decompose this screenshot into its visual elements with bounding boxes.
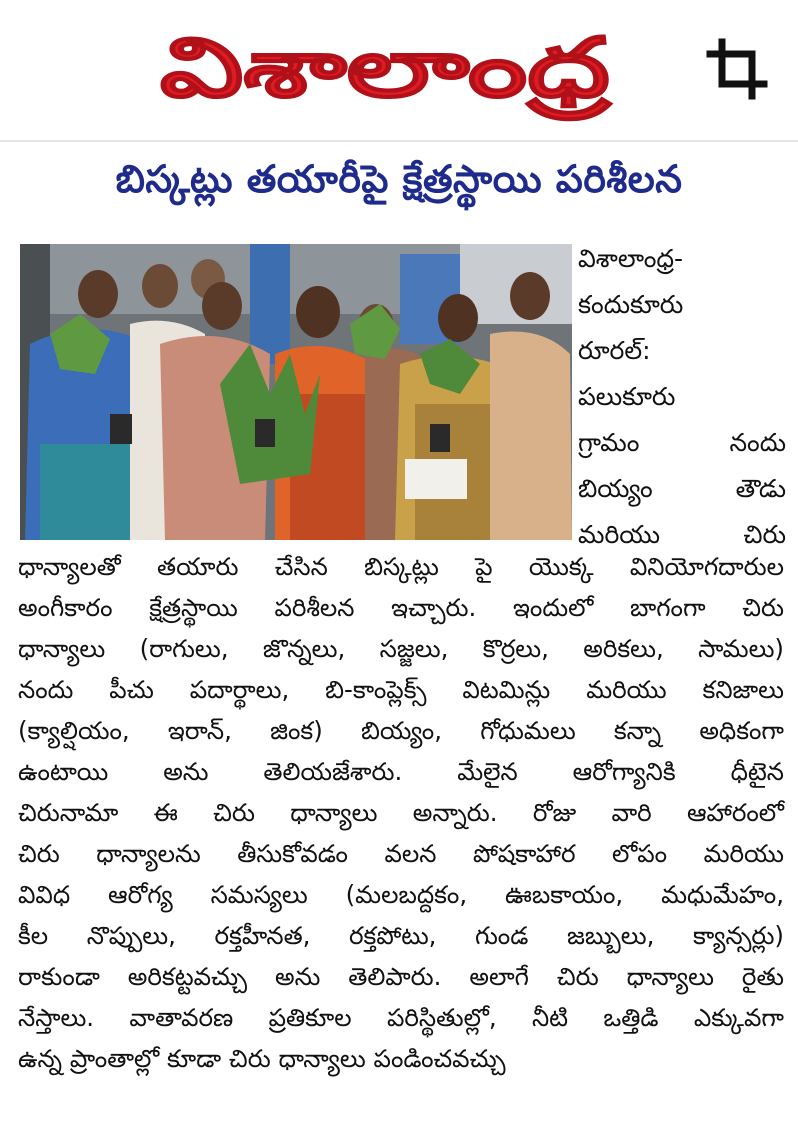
- dateline-text: రూరల్:: [578, 336, 651, 365]
- body-text-line: ఉన్న ప్రాంతాల్లో కూడా చిరు ధాన్యాలు పండించవచ్చు: [18, 1044, 506, 1073]
- newspaper-logo: [150, 8, 620, 126]
- body-text-line: ఉంటాయి అను తెలియజేశారు. మేలైన ఆరోగ్యానికి ధీటైన: [18, 757, 784, 786]
- body-text-line: నందు పీచు పదార్థాలు, బి-కాంప్లెక్స్ విటమిన్లు మరియు కనిజాలు: [18, 675, 784, 704]
- crop-icon[interactable]: [706, 38, 768, 100]
- article-headline: బిస్కట్లు తయారీపై క్షేత్రస్థాయి పరిశీలన: [115, 157, 683, 201]
- svg-text:విశాలాంధ్ర: విశాలాంధ్ర: [160, 21, 476, 116]
- body-text-line: బియ్యం తౌడు: [578, 474, 786, 503]
- body-text-line: చిరునామా ఈ చిరు ధాన్యాలు అన్నారు. రోజు వారి ఆహారంలో: [18, 798, 784, 827]
- body-text-line: గ్రామం నందు: [578, 428, 786, 457]
- body-text-line: అంగీకారం క్షేత్రస్థాయి పరిశీలన ఇచ్చారు. ఇందులో బాగంగా చిరు: [18, 593, 784, 622]
- body-text-line: పలుకూరు: [578, 382, 676, 411]
- dateline-text: కందుకూరు: [578, 290, 684, 319]
- body-text-line: చిరు ధాన్యాలను తీసుకోవడం వలన పోషకాహార లోపం మరియు: [18, 839, 784, 868]
- body-text-line: ధాన్యాలతో తయారు చేసిన బిస్కట్లు పై యొక్క వినియోగదారుల: [18, 552, 784, 581]
- dateline-column: [578, 236, 786, 558]
- body-text-line: మరియు చిరు: [578, 520, 786, 549]
- body-text-line: ధాన్యాలు (రాగులు, జొన్నలు, సజ్జలు, కొర్రలు, అరికలు, సామలు): [18, 634, 784, 663]
- body-text-line: వివిధ ఆరోగ్య సమస్యలు (మలబద్దకం, ఊబకాయం, మధుమేహం,: [18, 880, 784, 909]
- masthead: [0, 0, 798, 140]
- body-text-line: (క్యాల్షియం, ఇరాన్, జింక) బియ్యం, గోధుమలు కన్నా అధికంగా: [18, 716, 784, 745]
- body-text-line: రాకుండా అరికట్టవచ్చు అను తెలిపారు. అలాగే చిరు ధాన్యాలు రైతు: [18, 962, 784, 991]
- article-body: [18, 546, 784, 1079]
- news-photo: [20, 244, 572, 540]
- body-text-line: నేస్తాలు. వాతావరణ ప్రతికూల పరిస్థితుల్లో, నీటి ఒత్తిడి ఎక్కువగా: [18, 1003, 784, 1032]
- masthead-divider: [0, 140, 798, 142]
- body-text-line: కీల నొప్పులు, రక్తహీనత, రక్తపోటు, గుండ జబ్బులు, క్యాన్సర్లు): [18, 921, 784, 950]
- dateline-text: విశాలాంధ్ర-: [578, 244, 684, 273]
